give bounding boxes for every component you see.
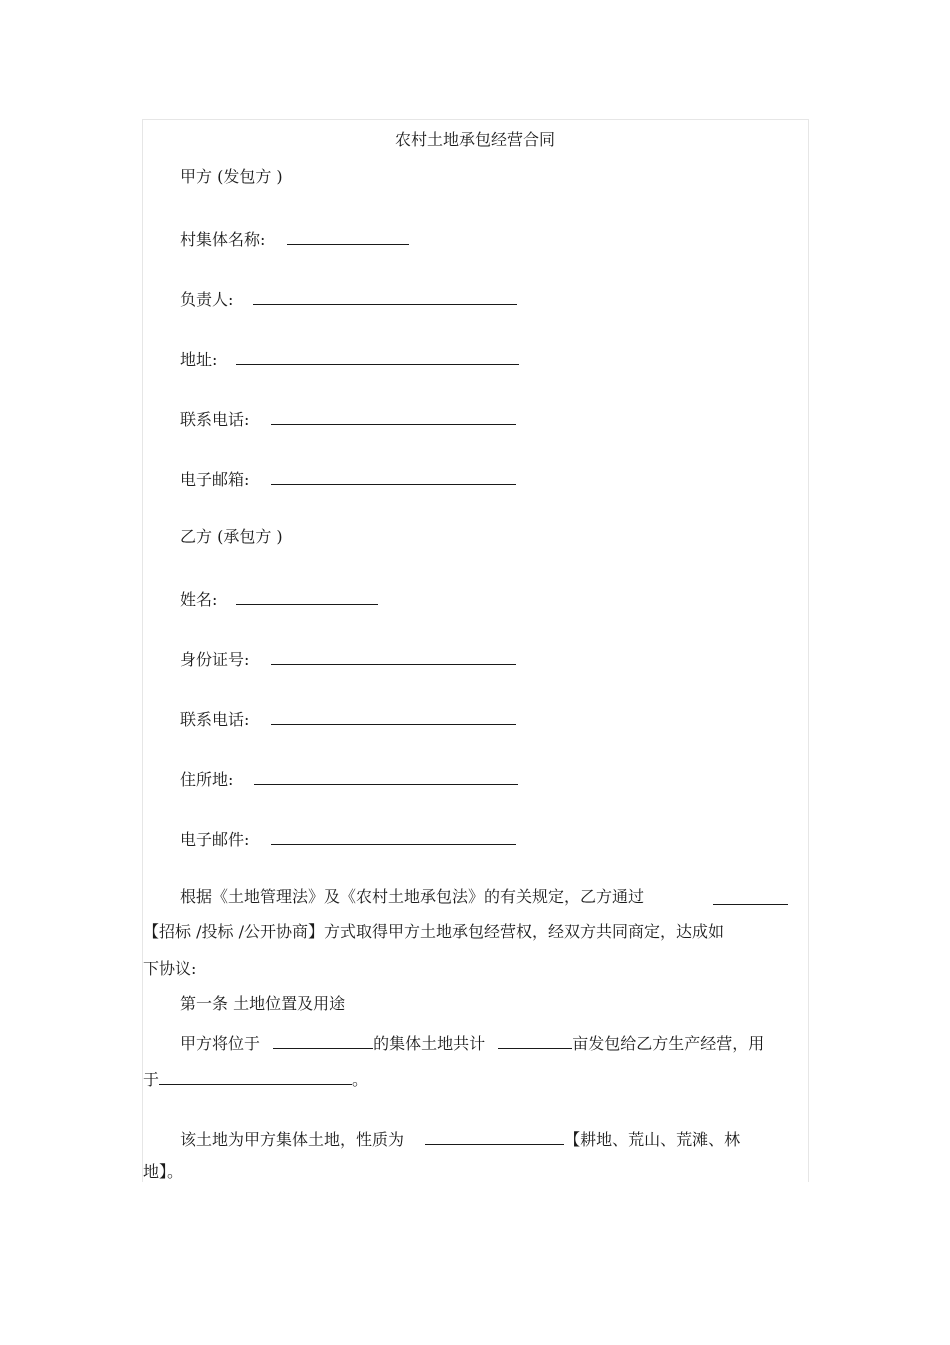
party-a-village-name-row (180, 227, 409, 250)
article-1-paragraph-1-line-2 (143, 1067, 368, 1090)
party-b-id-blank (271, 647, 516, 665)
preamble-method-blank (713, 887, 788, 905)
land-area-blank (498, 1031, 572, 1049)
article-1-heading: 第一条 土地位置及用途 (180, 994, 346, 1013)
land-nature-blank (425, 1127, 564, 1145)
responsible-person-blank (253, 287, 517, 305)
p2-text-2: 【耕地、荒山、荒滩、林 (564, 1130, 741, 1149)
party-b-id-label: 身份证号: (180, 650, 250, 669)
article-1-paragraph-2-line-2: 地】。 (143, 1162, 184, 1181)
party-a-email-label: 电子邮箱: (180, 470, 250, 489)
party-b-email-blank (271, 827, 516, 845)
party-a-heading: 甲方 (发包方 ) (180, 167, 283, 186)
party-b-id-row (180, 647, 516, 670)
article-1-paragraph-2 (180, 1127, 740, 1150)
preamble-line-3: 下协议: (143, 959, 197, 978)
document-title: 农村土地承包经营合同 (394, 130, 555, 149)
party-b-residence-row (180, 767, 518, 790)
party-b-residence-label: 住所地: (180, 770, 234, 789)
preamble-line-1 (180, 887, 644, 907)
party-b-heading: 乙方 (承包方 ) (180, 527, 283, 546)
article-1-paragraph-1 (180, 1031, 764, 1054)
preamble-line-2: 【招标 /投标 /公开协商】方式取得甲方土地承包经营权，经双方共同商定，达成如 (143, 922, 724, 941)
p1-line2-prefix: 于 (143, 1070, 160, 1089)
party-b-phone-label: 联系电话: (180, 710, 250, 729)
party-a-phone-blank (271, 407, 516, 425)
party-b-phone-row (180, 707, 516, 730)
party-a-responsible-row (180, 287, 517, 310)
p2-text-1: 该土地为甲方集体土地，性质为 (180, 1130, 405, 1149)
party-a-email-row (180, 467, 516, 490)
village-name-blank (287, 227, 409, 245)
party-b-name-label: 姓名: (180, 590, 218, 609)
party-b-email-row (180, 827, 516, 850)
p1-text-3: 亩发包给乙方生产经营，用 (572, 1034, 765, 1053)
party-a-address-row (180, 347, 519, 370)
address-blank (236, 347, 519, 365)
party-b-email-label: 电子邮件: (180, 830, 250, 849)
land-use-blank (159, 1067, 352, 1085)
party-b-residence-blank (254, 767, 518, 785)
responsible-person-label: 负责人: (180, 290, 234, 309)
party-b-name-row (180, 587, 378, 610)
p1-text-1: 甲方将位于 (180, 1034, 261, 1053)
p1-line2-suffix: 。 (352, 1070, 369, 1089)
preamble-text-1: 根据《土地管理法》及《农村土地承包法》的有关规定，乙方通过 (180, 887, 645, 906)
party-a-email-blank (271, 467, 516, 485)
party-a-phone-row (180, 407, 516, 430)
p1-text-2: 的集体土地共计 (373, 1034, 486, 1053)
party-b-name-blank (236, 587, 378, 605)
party-b-phone-blank (271, 707, 516, 725)
party-a-phone-label: 联系电话: (180, 410, 250, 429)
village-name-label: 村集体名称: (180, 230, 266, 249)
land-location-blank (273, 1031, 373, 1049)
address-label: 地址: (180, 350, 218, 369)
